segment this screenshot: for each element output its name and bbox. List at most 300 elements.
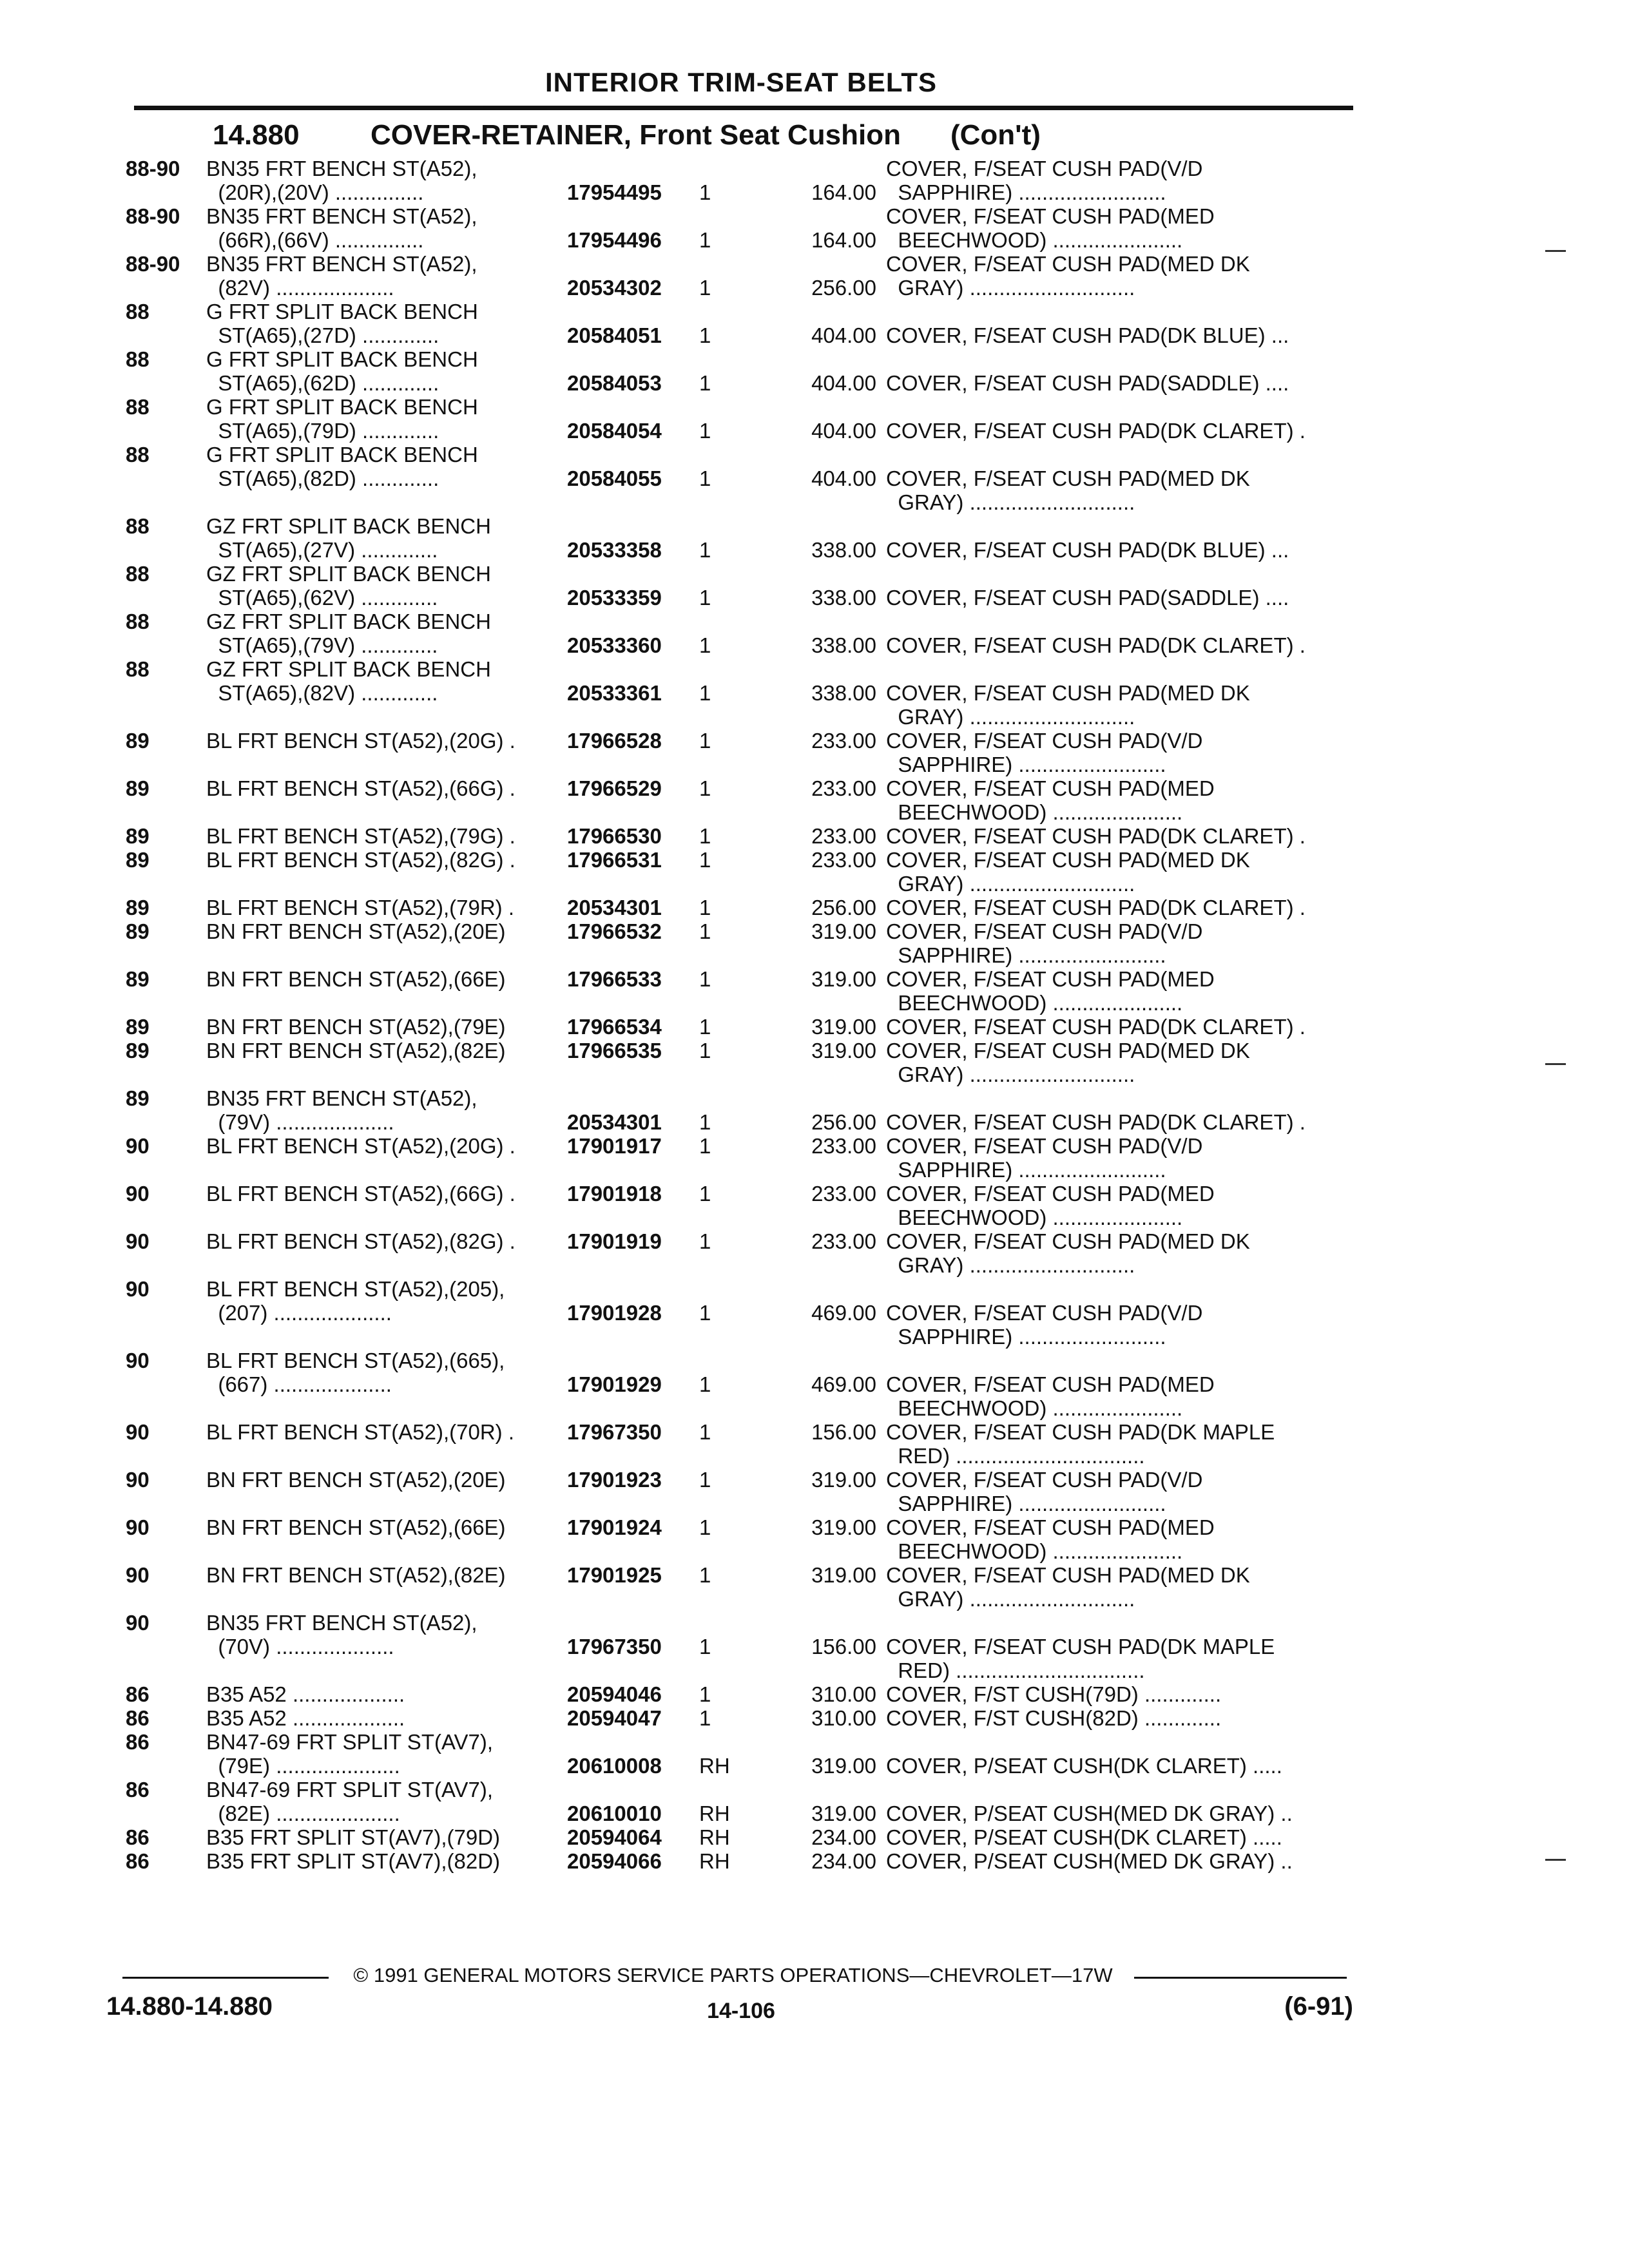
part-number: 20533358 — [567, 538, 662, 562]
item-description: COVER, F/SEAT CUSH PAD(MED — [886, 1182, 1215, 1206]
table-row — [0, 395, 1629, 443]
quantity: 1 — [699, 419, 711, 443]
price: 256.00 — [811, 1110, 876, 1134]
quantity: RH — [699, 1825, 730, 1849]
item-description: GRAY) ............................ — [886, 1062, 1135, 1086]
item-description: RED) ................................ — [886, 1658, 1145, 1682]
row-description: BN35 FRT BENCH ST(A52), — [206, 1086, 477, 1110]
item-description: SAPPHIRE) ......................... — [886, 753, 1166, 776]
item-description: COVER, F/SEAT CUSH PAD(DK CLARET) . — [886, 1015, 1306, 1039]
item-description: GRAY) ............................ — [886, 705, 1135, 729]
row-description: G FRT SPLIT BACK BENCH — [206, 347, 478, 371]
quantity: 1 — [699, 538, 711, 562]
table-row — [0, 1134, 1629, 1182]
price: 404.00 — [811, 419, 876, 443]
table-row — [0, 967, 1629, 1015]
row-description: ST(A65),(79D) ............. — [206, 419, 439, 443]
row-description: ST(A65),(62V) ............. — [206, 586, 438, 610]
row-description: BN FRT BENCH ST(A52),(82E) — [206, 1039, 506, 1062]
margin-mark — [1545, 250, 1566, 252]
footer-section-range: 14.880-14.880 — [106, 1992, 273, 2021]
model-year: 88 — [126, 514, 149, 538]
item-description: BEECHWOOD) ...................... — [886, 228, 1183, 252]
price: 404.00 — [811, 466, 876, 490]
price: 404.00 — [811, 323, 876, 347]
footer-date-code: (6-91) — [1284, 1992, 1353, 2021]
row-description: BN FRT BENCH ST(A52),(20E) — [206, 919, 506, 943]
quantity: 1 — [699, 1110, 711, 1134]
part-number: 17966528 — [567, 729, 662, 753]
model-year: 90 — [126, 1515, 149, 1539]
item-description: COVER, P/SEAT CUSH(MED DK GRAY) .. — [886, 1849, 1293, 1873]
price: 319.00 — [811, 1515, 876, 1539]
row-description: BN FRT BENCH ST(A52),(20E) — [206, 1468, 506, 1492]
row-description: BL FRT BENCH ST(A52),(205), — [206, 1277, 505, 1301]
row-description: BN35 FRT BENCH ST(A52), — [206, 1611, 477, 1635]
row-description: BL FRT BENCH ST(A52),(66G) . — [206, 1182, 516, 1206]
item-description: COVER, F/SEAT CUSH PAD(MED — [886, 967, 1215, 991]
price: 234.00 — [811, 1849, 876, 1873]
item-description: COVER, F/SEAT CUSH PAD(DK CLARET) . — [886, 633, 1306, 657]
price: 469.00 — [811, 1372, 876, 1396]
part-number: 20534302 — [567, 276, 662, 300]
quantity: 1 — [699, 1015, 711, 1039]
row-description: GZ FRT SPLIT BACK BENCH — [206, 610, 491, 633]
item-description: BEECHWOOD) ...................... — [886, 1396, 1183, 1420]
quantity: 1 — [699, 919, 711, 943]
model-year: 88-90 — [126, 157, 180, 180]
footer-copyright: © 1991 GENERAL MOTORS SERVICE PARTS OPERATIONS—CHEVROLET—17W — [353, 1964, 1113, 1986]
price: 164.00 — [811, 180, 876, 204]
quantity: 1 — [699, 1182, 711, 1206]
part-number: 17901925 — [567, 1563, 662, 1587]
row-description: BN FRT BENCH ST(A52),(66E) — [206, 1515, 506, 1539]
part-number: 20594047 — [567, 1706, 662, 1730]
table-row — [0, 443, 1629, 514]
row-description: ST(A65),(27V) ............. — [206, 538, 438, 562]
row-description: B35 FRT SPLIT ST(AV7),(82D) — [206, 1849, 501, 1873]
item-description: GRAY) ............................ — [886, 490, 1135, 514]
part-number: 17967350 — [567, 1635, 662, 1658]
quantity: 1 — [699, 180, 711, 204]
row-description: BN FRT BENCH ST(A52),(79E) — [206, 1015, 506, 1039]
item-description: COVER, P/SEAT CUSH(MED DK GRAY) .. — [886, 1802, 1293, 1825]
model-year: 89 — [126, 896, 149, 919]
model-year: 89 — [126, 967, 149, 991]
price: 319.00 — [811, 1015, 876, 1039]
row-description: BL FRT BENCH ST(A52),(20G) . — [206, 1134, 516, 1158]
quantity: 1 — [699, 371, 711, 395]
part-number: 17966530 — [567, 824, 662, 848]
item-description: GRAY) ............................ — [886, 276, 1135, 300]
item-description: COVER, F/SEAT CUSH PAD(DK MAPLE — [886, 1635, 1275, 1658]
footer-rule-right — [1134, 1977, 1347, 1979]
row-description: BN47-69 FRT SPLIT ST(AV7), — [206, 1730, 494, 1754]
model-year: 88 — [126, 300, 149, 323]
model-year: 88 — [126, 347, 149, 371]
table-row — [0, 1349, 1629, 1420]
price: 319.00 — [811, 1802, 876, 1825]
price: 233.00 — [811, 824, 876, 848]
row-description: ST(A65),(79V) ............. — [206, 633, 438, 657]
item-description: COVER, F/SEAT CUSH PAD(MED DK — [886, 466, 1250, 490]
table-row — [0, 1468, 1629, 1515]
model-year: 86 — [126, 1682, 149, 1706]
table-row — [0, 919, 1629, 967]
quantity: 1 — [699, 1134, 711, 1158]
item-description: COVER, F/SEAT CUSH PAD(MED DK — [886, 252, 1250, 276]
quantity: 1 — [699, 586, 711, 610]
row-description: G FRT SPLIT BACK BENCH — [206, 300, 478, 323]
part-number: 17966532 — [567, 919, 662, 943]
row-description: GZ FRT SPLIT BACK BENCH — [206, 514, 491, 538]
model-year: 90 — [126, 1277, 149, 1301]
item-description: BEECHWOOD) ...................... — [886, 800, 1183, 824]
price: 319.00 — [811, 1468, 876, 1492]
part-number: 17901918 — [567, 1182, 662, 1206]
table-row — [0, 514, 1629, 562]
model-year: 86 — [126, 1706, 149, 1730]
quantity: 1 — [699, 1563, 711, 1587]
row-description: (667) .................... — [206, 1372, 392, 1396]
model-year: 88 — [126, 443, 149, 466]
part-number: 20534301 — [567, 896, 662, 919]
item-description: GRAY) ............................ — [886, 872, 1135, 896]
price: 338.00 — [811, 633, 876, 657]
item-description: COVER, F/SEAT CUSH PAD(MED DK — [886, 1229, 1250, 1253]
model-year: 88-90 — [126, 204, 180, 228]
quantity: 1 — [699, 1420, 711, 1444]
row-description: ST(A65),(82V) ............. — [206, 681, 438, 705]
row-description: BN FRT BENCH ST(A52),(82E) — [206, 1563, 506, 1587]
table-row — [0, 896, 1629, 919]
row-description: GZ FRT SPLIT BACK BENCH — [206, 657, 491, 681]
part-number: 17901923 — [567, 1468, 662, 1492]
quantity: 1 — [699, 1515, 711, 1539]
table-row — [0, 848, 1629, 896]
item-description: GRAY) ............................ — [886, 1253, 1135, 1277]
price: 256.00 — [811, 276, 876, 300]
part-number: 20533359 — [567, 586, 662, 610]
part-number: 20584054 — [567, 419, 662, 443]
row-description: (79V) .................... — [206, 1110, 394, 1134]
table-row — [0, 1229, 1629, 1277]
quantity: 1 — [699, 1229, 711, 1253]
item-description: COVER, F/SEAT CUSH PAD(MED DK — [886, 848, 1250, 872]
item-description: COVER, F/SEAT CUSH PAD(DK CLARET) . — [886, 824, 1306, 848]
quantity: 1 — [699, 967, 711, 991]
row-description: ST(A65),(27D) ............. — [206, 323, 439, 347]
table-row — [0, 300, 1629, 347]
part-number: 17966534 — [567, 1015, 662, 1039]
table-row — [0, 1730, 1629, 1778]
row-description: BL FRT BENCH ST(A52),(82G) . — [206, 848, 516, 872]
part-number: 17966531 — [567, 848, 662, 872]
row-description: BN47-69 FRT SPLIT ST(AV7), — [206, 1778, 494, 1802]
header-rule — [134, 106, 1353, 110]
item-description: SAPPHIRE) ......................... — [886, 1492, 1166, 1515]
part-number: 17954496 — [567, 228, 662, 252]
row-description: BL FRT BENCH ST(A52),(20G) . — [206, 729, 516, 753]
table-row — [0, 562, 1629, 610]
row-description: BL FRT BENCH ST(A52),(70R) . — [206, 1420, 515, 1444]
item-description: COVER, F/SEAT CUSH PAD(MED — [886, 1515, 1215, 1539]
item-description: COVER, F/SEAT CUSH PAD(SADDLE) .... — [886, 371, 1289, 395]
item-description: COVER, F/SEAT CUSH PAD(V/D — [886, 1134, 1203, 1158]
row-description: G FRT SPLIT BACK BENCH — [206, 395, 478, 419]
model-year: 86 — [126, 1849, 149, 1873]
table-row — [0, 347, 1629, 395]
item-description: COVER, F/SEAT CUSH PAD(MED DK — [886, 681, 1250, 705]
part-number: 17966529 — [567, 776, 662, 800]
model-year: 88 — [126, 562, 149, 586]
table-row — [0, 1682, 1629, 1706]
price: 319.00 — [811, 1563, 876, 1587]
part-number: 17901924 — [567, 1515, 662, 1539]
row-description: (70V) .................... — [206, 1635, 394, 1658]
item-description: COVER, P/SEAT CUSH(DK CLARET) ..... — [886, 1825, 1282, 1849]
table-row — [0, 1277, 1629, 1349]
model-year: 88 — [126, 657, 149, 681]
table-row — [0, 1778, 1629, 1825]
price: 404.00 — [811, 371, 876, 395]
part-number: 17954495 — [567, 180, 662, 204]
quantity: 1 — [699, 276, 711, 300]
price: 164.00 — [811, 228, 876, 252]
item-description: COVER, F/SEAT CUSH PAD(DK CLARET) . — [886, 419, 1306, 443]
row-description: BL FRT BENCH ST(A52),(79R) . — [206, 896, 515, 919]
quantity: 1 — [699, 1635, 711, 1658]
price: 338.00 — [811, 681, 876, 705]
price: 319.00 — [811, 1754, 876, 1778]
part-number: 20584053 — [567, 371, 662, 395]
price: 156.00 — [811, 1420, 876, 1444]
item-description: COVER, F/SEAT CUSH PAD(V/D — [886, 729, 1203, 753]
quantity: 1 — [699, 228, 711, 252]
model-year: 89 — [126, 848, 149, 872]
price: 319.00 — [811, 1039, 876, 1062]
quantity: RH — [699, 1754, 730, 1778]
model-year: 89 — [126, 824, 149, 848]
model-year: 90 — [126, 1134, 149, 1158]
margin-mark — [1545, 1063, 1566, 1065]
quantity: 1 — [699, 1682, 711, 1706]
part-number: 20533360 — [567, 633, 662, 657]
table-row — [0, 1825, 1629, 1849]
item-description: BEECHWOOD) ...................... — [886, 1539, 1183, 1563]
table-row — [0, 776, 1629, 824]
price: 338.00 — [811, 586, 876, 610]
quantity: 1 — [699, 1372, 711, 1396]
item-description: RED) ................................ — [886, 1444, 1145, 1468]
price: 256.00 — [811, 896, 876, 919]
model-year: 90 — [126, 1420, 149, 1444]
model-year: 90 — [126, 1611, 149, 1635]
quantity: 1 — [699, 466, 711, 490]
margin-mark — [1545, 1859, 1566, 1861]
model-year: 89 — [126, 729, 149, 753]
item-description: COVER, F/SEAT CUSH PAD(DK CLARET) . — [886, 896, 1306, 919]
quantity: 1 — [699, 776, 711, 800]
price: 338.00 — [811, 538, 876, 562]
model-year: 89 — [126, 776, 149, 800]
model-year: 86 — [126, 1730, 149, 1754]
table-row — [0, 1015, 1629, 1039]
row-description: BL FRT BENCH ST(A52),(82G) . — [206, 1229, 516, 1253]
table-row — [0, 1706, 1629, 1730]
row-description: (82E) ..................... — [206, 1802, 400, 1825]
table-row — [0, 1039, 1629, 1086]
model-year: 88 — [126, 610, 149, 633]
item-description: COVER, F/SEAT CUSH PAD(MED — [886, 204, 1215, 228]
part-number: 20584051 — [567, 323, 662, 347]
footer-page-number: 14-106 — [707, 1999, 775, 2023]
item-description: BEECHWOOD) ...................... — [886, 991, 1183, 1015]
item-description: COVER, F/SEAT CUSH PAD(V/D — [886, 1301, 1203, 1325]
quantity: 1 — [699, 1468, 711, 1492]
table-row — [0, 157, 1629, 204]
table-row — [0, 1563, 1629, 1611]
item-description: SAPPHIRE) ......................... — [886, 180, 1166, 204]
quantity: 1 — [699, 1301, 711, 1325]
table-row — [0, 824, 1629, 848]
row-description: B35 A52 ................... — [206, 1682, 405, 1706]
price: 233.00 — [811, 1229, 876, 1253]
item-description: COVER, P/SEAT CUSH(DK CLARET) ..... — [886, 1754, 1282, 1778]
item-description: COVER, F/SEAT CUSH PAD(V/D — [886, 157, 1203, 180]
part-number: 17901929 — [567, 1372, 662, 1396]
table-row — [0, 204, 1629, 252]
item-description: SAPPHIRE) ......................... — [886, 943, 1166, 967]
item-description: COVER, F/SEAT CUSH PAD(DK CLARET) . — [886, 1110, 1306, 1134]
item-description: COVER, F/SEAT CUSH PAD(MED — [886, 1372, 1215, 1396]
part-number: 17966535 — [567, 1039, 662, 1062]
price: 156.00 — [811, 1635, 876, 1658]
row-description: (82V) .................... — [206, 276, 394, 300]
quantity: 1 — [699, 1039, 711, 1062]
part-number: 20594046 — [567, 1682, 662, 1706]
row-description: GZ FRT SPLIT BACK BENCH — [206, 562, 491, 586]
quantity: 1 — [699, 848, 711, 872]
table-row — [0, 657, 1629, 729]
price: 233.00 — [811, 776, 876, 800]
item-description: COVER, F/SEAT CUSH PAD(V/D — [886, 1468, 1203, 1492]
table-row — [0, 1849, 1629, 1873]
part-number: 20610010 — [567, 1802, 662, 1825]
section-title: COVER-RETAINER, Front Seat Cushion — [371, 119, 901, 151]
row-description: BN35 FRT BENCH ST(A52), — [206, 157, 477, 180]
price: 233.00 — [811, 1134, 876, 1158]
table-row — [0, 1182, 1629, 1229]
item-description: COVER, F/SEAT CUSH PAD(SADDLE) .... — [886, 586, 1289, 610]
model-year: 90 — [126, 1563, 149, 1587]
page-title: INTERIOR TRIM-SEAT BELTS — [545, 67, 938, 97]
model-year: 89 — [126, 919, 149, 943]
item-description: COVER, F/SEAT CUSH PAD(DK BLUE) ... — [886, 538, 1289, 562]
row-description: BN FRT BENCH ST(A52),(66E) — [206, 967, 506, 991]
row-description: (66R),(66V) ............... — [206, 228, 424, 252]
part-number: 17901919 — [567, 1229, 662, 1253]
table-row — [0, 610, 1629, 657]
model-year: 86 — [126, 1825, 149, 1849]
price: 469.00 — [811, 1301, 876, 1325]
quantity: 1 — [699, 1706, 711, 1730]
row-description: (20R),(20V) ............... — [206, 180, 424, 204]
row-description: B35 A52 ................... — [206, 1706, 405, 1730]
item-description: SAPPHIRE) ......................... — [886, 1325, 1166, 1349]
part-number: 17901928 — [567, 1301, 662, 1325]
table-row — [0, 252, 1629, 300]
part-number: 17967350 — [567, 1420, 662, 1444]
row-description: BN35 FRT BENCH ST(A52), — [206, 204, 477, 228]
quantity: 1 — [699, 729, 711, 753]
part-number: 20594066 — [567, 1849, 662, 1873]
model-year: 89 — [126, 1015, 149, 1039]
section-continued: (Con't) — [950, 119, 1041, 151]
model-year: 90 — [126, 1468, 149, 1492]
model-year: 89 — [126, 1086, 149, 1110]
item-description: COVER, F/ST CUSH(82D) ............. — [886, 1706, 1222, 1730]
row-description: (79E) ..................... — [206, 1754, 400, 1778]
item-description: SAPPHIRE) ......................... — [886, 1158, 1166, 1182]
price: 233.00 — [811, 729, 876, 753]
item-description: COVER, F/SEAT CUSH PAD(MED DK — [886, 1563, 1250, 1587]
model-year: 90 — [126, 1229, 149, 1253]
quantity: RH — [699, 1849, 730, 1873]
model-year: 88-90 — [126, 252, 180, 276]
price: 233.00 — [811, 848, 876, 872]
price: 234.00 — [811, 1825, 876, 1849]
footer-rule-left — [122, 1977, 329, 1979]
item-description: COVER, F/SEAT CUSH PAD(MED — [886, 776, 1215, 800]
part-number: 17901917 — [567, 1134, 662, 1158]
price: 310.00 — [811, 1682, 876, 1706]
model-year: 88 — [126, 395, 149, 419]
row-description: G FRT SPLIT BACK BENCH — [206, 443, 478, 466]
part-number: 20610008 — [567, 1754, 662, 1778]
quantity: 1 — [699, 633, 711, 657]
quantity: 1 — [699, 896, 711, 919]
model-year: 90 — [126, 1182, 149, 1206]
quantity: 1 — [699, 681, 711, 705]
part-number: 20534301 — [567, 1110, 662, 1134]
item-description: COVER, F/ST CUSH(79D) ............. — [886, 1682, 1222, 1706]
price: 310.00 — [811, 1706, 876, 1730]
model-year: 86 — [126, 1778, 149, 1802]
part-number: 17966533 — [567, 967, 662, 991]
price: 233.00 — [811, 1182, 876, 1206]
table-row — [0, 1420, 1629, 1468]
row-description: BL FRT BENCH ST(A52),(79G) . — [206, 824, 516, 848]
row-description: ST(A65),(62D) ............. — [206, 371, 439, 395]
table-row — [0, 729, 1629, 776]
row-description: (207) .................... — [206, 1301, 392, 1325]
item-description: COVER, F/SEAT CUSH PAD(MED DK — [886, 1039, 1250, 1062]
item-description: BEECHWOOD) ...................... — [886, 1206, 1183, 1229]
row-description: BL FRT BENCH ST(A52),(665), — [206, 1349, 505, 1372]
price: 319.00 — [811, 967, 876, 991]
quantity: 1 — [699, 824, 711, 848]
table-row — [0, 1515, 1629, 1563]
item-description: GRAY) ............................ — [886, 1587, 1135, 1611]
part-number: 20594064 — [567, 1825, 662, 1849]
model-year: 89 — [126, 1039, 149, 1062]
price: 319.00 — [811, 919, 876, 943]
item-description: COVER, F/SEAT CUSH PAD(DK MAPLE — [886, 1420, 1275, 1444]
section-number: 14.880 — [213, 119, 300, 151]
part-number: 20584055 — [567, 466, 662, 490]
model-year: 90 — [126, 1349, 149, 1372]
